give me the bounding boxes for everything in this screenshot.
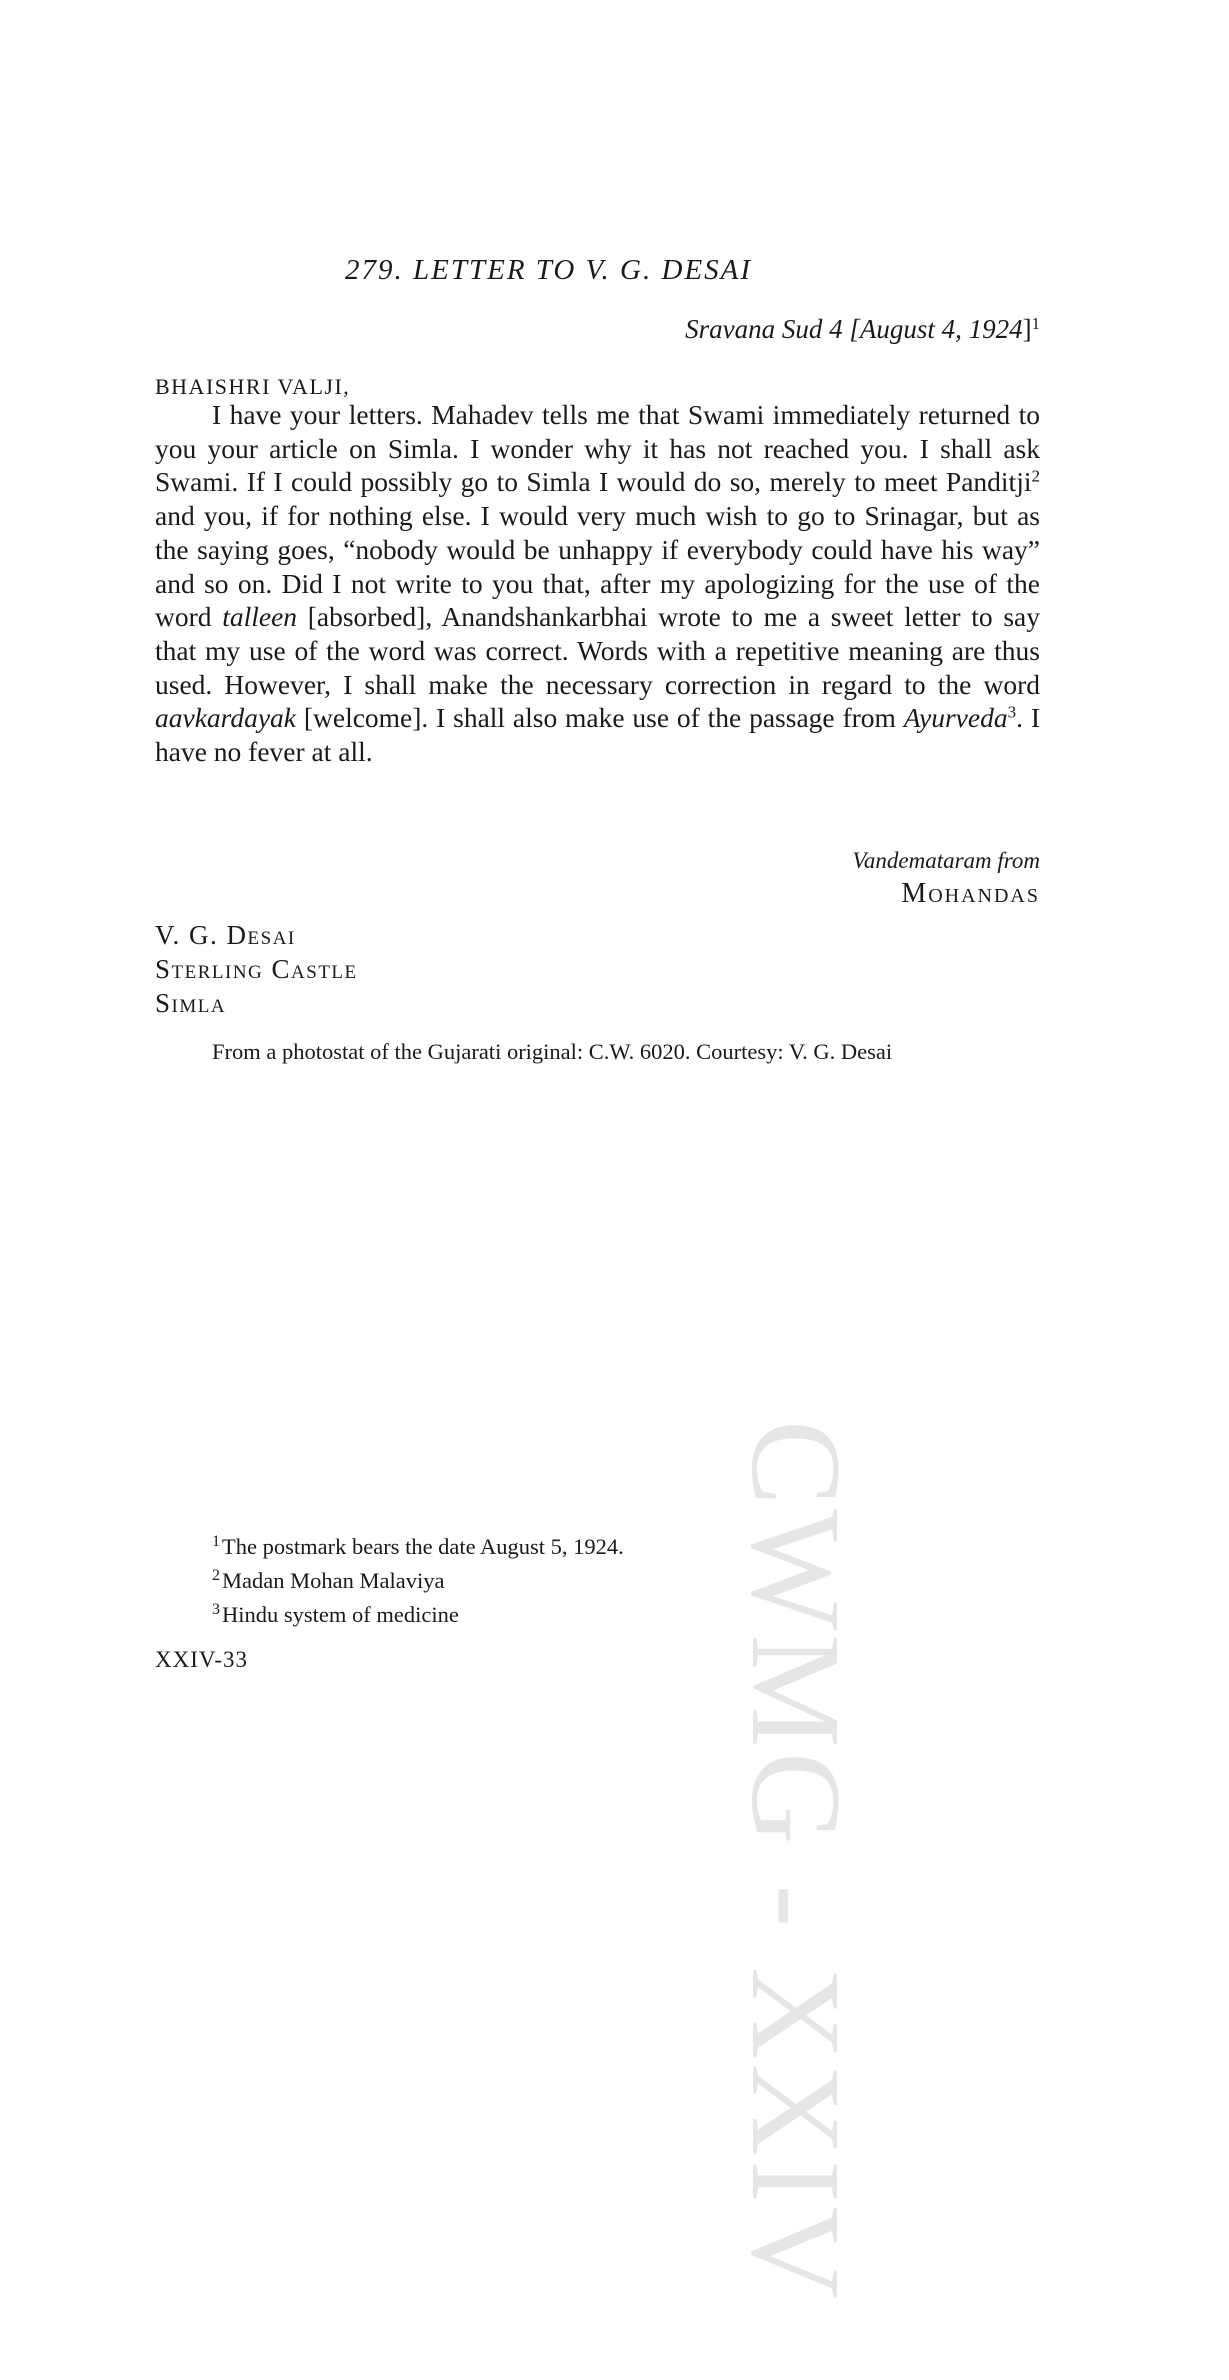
signature: Mohandas [901, 878, 1040, 909]
letter-heading [345, 254, 752, 287]
date-close: ] [1022, 314, 1032, 344]
footnote-text: The postmark bears the date August 5, 1924. [222, 1534, 624, 1559]
footnote-number: 3 [212, 1601, 220, 1618]
footnote-text: Hindu system of medicine [222, 1602, 459, 1627]
footnote-ref-1: 1 [1031, 313, 1040, 333]
body-paragraph [155, 398, 1040, 769]
body-text-4: [welcome]. I shall also make use of the passage from [296, 702, 904, 734]
letter-title: LETTER TO V. G. DESAI [413, 254, 753, 286]
word-talleen: talleen [222, 601, 298, 633]
body-text-3: [absorbed], Anandshankarbhai wrote to me a sweet letter to say that my use of the word was correct. Words with a repetitive meaning are thus used. However, I shall make the necessary correction in regard to the word [155, 601, 1040, 700]
footnote-number: 2 [212, 1567, 220, 1584]
word-aavkardayak: aavkardayak [155, 702, 297, 734]
date-text: Sravana Sud 4 [ [685, 314, 860, 344]
footnote [212, 1561, 624, 1595]
recipient-address [155, 918, 358, 1020]
salutation: BHAISHRI VALJI, [155, 374, 351, 399]
body-text-1: I have your letters. Mahadev tells me that Swami immediately returned to you your article on Simla. I wonder why it has not reached you. I shall ask Swami. If I could possibly go to Simla I would do so, merely to meet Panditji [155, 399, 1040, 498]
footnote-number: 1 [212, 1533, 220, 1550]
closing-phrase: Vandemataram from [852, 848, 1040, 873]
address-line: Sterling Castle [155, 954, 358, 984]
footnote-text: Madan Mohan Malaviya [222, 1568, 445, 1593]
footnote-ref-2: 2 [1031, 467, 1040, 487]
word-ayurveda: Ayurveda [903, 702, 1008, 734]
footnote-ref-3: 3 [1007, 702, 1017, 722]
body-text-5: . I have no fever at all. [155, 702, 1040, 768]
source-text: From a photostat of the Gujarati original: C.W. 6020. Courtesy: V. G. Desai [212, 1039, 893, 1064]
letter-body [155, 398, 1040, 769]
letter-date [685, 314, 1040, 345]
footnotes [212, 1527, 624, 1629]
watermark-text: CWMG - XXIV [725, 1420, 867, 2303]
address-line: V. G. Desai [155, 920, 296, 950]
footnote [212, 1595, 624, 1629]
page-folio: XXIV-33 [155, 1647, 249, 1672]
body-text-2: and you, if for nothing else. I would very much wish to go to Srinagar, but as the saying goes, “nobody would be unhappy if everybody could have his way” and so on. Did I not write to you that, after my apologizing for the use of the word [155, 500, 1040, 633]
date-bracketed: August 4, 1924 [859, 314, 1023, 344]
address-line: Simla [155, 988, 227, 1018]
source-note [155, 1035, 1040, 1068]
footnote [212, 1527, 624, 1561]
letter-number: 279. [345, 254, 404, 286]
letter-closing [852, 848, 1040, 910]
